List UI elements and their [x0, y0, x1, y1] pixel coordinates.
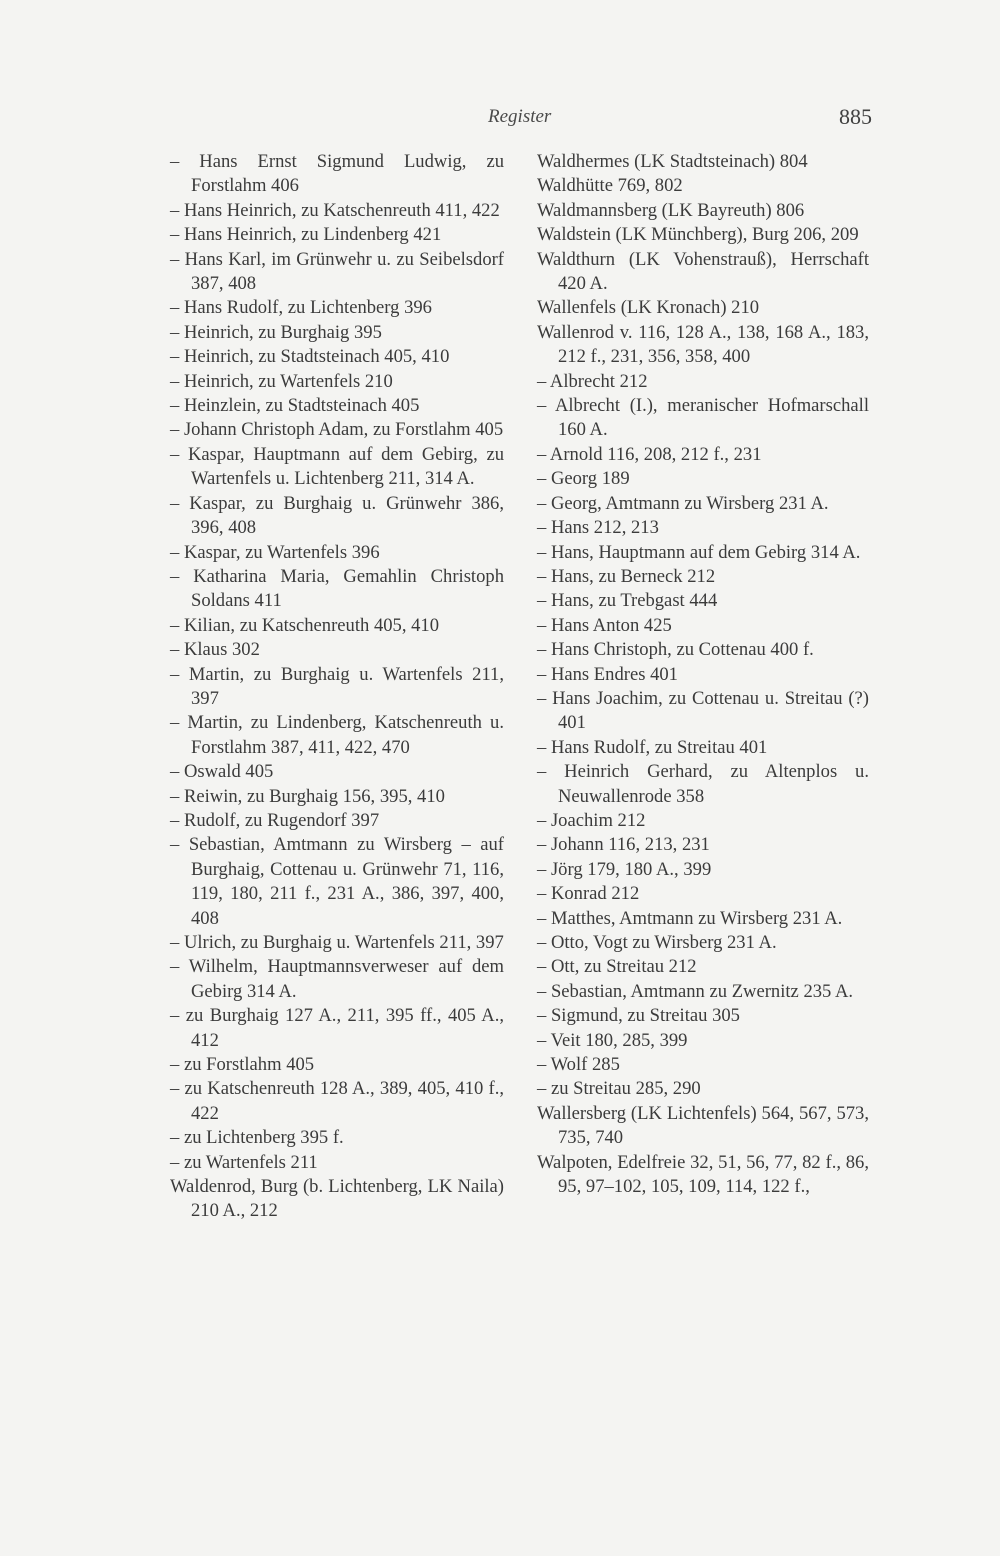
index-subentry: – Veit 180, 285, 399: [537, 1029, 688, 1051]
index-subentry: – Heinrich, zu Wartenfels 210: [170, 370, 393, 392]
index-subentry: – Kaspar, zu Wartenfels 396: [170, 541, 380, 563]
index-subentry: – Martin, zu Lindenberg, Katschenreuth u. Forstlahm 387, 411, 422, 470: [170, 712, 504, 758]
index-subentry: – Konrad 212: [537, 883, 640, 905]
index-subentry: – Matthes, Amtmann zu Wirsberg 231 A.: [537, 907, 843, 929]
index-column-right: [537, 150, 869, 1199]
index-subentry: – Johann 116, 213, 231: [537, 834, 710, 856]
index-subentry: – zu Streitau 285, 290: [537, 1078, 701, 1100]
index-entry: Waldmannsberg (LK Bayreuth) 806: [537, 199, 805, 221]
index-subentry: – zu Wartenfels 211: [170, 1151, 318, 1173]
index-subentry: – Hans, zu Trebgast 444: [537, 590, 718, 612]
running-head: Register: [488, 106, 552, 127]
index-entry: Wallersberg (LK Lichtenfels) 564, 567, 573, 735, 740: [537, 1102, 869, 1149]
index-subentry: – Hans Heinrich, zu Katschenreuth 411, 422: [170, 199, 500, 221]
index-subentry: – zu Forstlahm 405: [170, 1054, 315, 1076]
index-subentry: – Hans Christoph, zu Cottenau 400 f.: [537, 639, 814, 661]
index-subentry: – Hans Rudolf, zu Lichtenberg 396: [170, 297, 432, 319]
index-subentry: – Kaspar, Hauptmann auf dem Gebirg, zu Wartenfels u. Lichtenberg 211, 314 A.: [170, 443, 504, 490]
index-subentry: – Sebastian, Amtmann zu Zwernitz 235 A.: [537, 980, 854, 1002]
index-subentry: – Hans Endres 401: [537, 663, 678, 685]
index-subentry: – Reiwin, zu Burghaig 156, 395, 410: [170, 785, 445, 807]
index-entry: Walpoten, Edelfreie 32, 51, 56, 77, 82 f., 86, 95, 97–102, 105, 109, 114, 122 f.,: [537, 1151, 869, 1198]
index-subentry: – Wolf 285: [537, 1054, 620, 1076]
index-subentry: – Ott, zu Streitau 212: [537, 956, 697, 978]
index-entry: Waldhermes (LK Stadtsteinach) 804: [537, 151, 808, 172]
index-subentry: – Heinrich Gerhard, zu Altenplos u. Neuwallenrode 358: [537, 761, 869, 807]
index-subentry: – Martin, zu Burghaig u. Wartenfels 211, 397: [170, 663, 504, 709]
index-subentry: – zu Katschenreuth 128 A., 389, 405, 410 f., 422: [170, 1078, 504, 1124]
index-subentry: – Hans Karl, im Grünwehr u. zu Seibelsdorf 387, 408: [170, 248, 504, 295]
index-entry: Waldenrod, Burg (b. Lichtenberg, LK Naila) 210 A., 212: [170, 1176, 504, 1222]
index-subentry: – Jörg 179, 180 A., 399: [537, 858, 712, 880]
index-subentry: – Wilhelm, Hauptmannsverweser auf dem Gebirg 314 A.: [170, 956, 504, 1002]
index-subentry: – Hans Anton 425: [537, 614, 672, 636]
index-subentry: – Hans Rudolf, zu Streitau 401: [537, 736, 768, 758]
index-subentry: – Heinrich, zu Stadtsteinach 405, 410: [170, 346, 450, 368]
index-subentry: – Johann Christoph Adam, zu Forstlahm 405: [170, 419, 504, 441]
index-subentry: – Arnold 116, 208, 212 f., 231: [537, 443, 762, 465]
index-subentry: – Heinzlein, zu Stadtsteinach 405: [170, 395, 420, 417]
index-subentry: – Hans 212, 213: [537, 517, 659, 539]
index-entry: Waldstein (LK Münchberg), Burg 206, 209: [537, 224, 859, 246]
index-subentry: – Otto, Vogt zu Wirsberg 231 A.: [537, 932, 777, 953]
index-subentry: – Albrecht (I.), meranischer Hofmarschall 160 A.: [537, 395, 869, 441]
page-number: 885: [839, 104, 872, 129]
index-subentry: – Kaspar, zu Burghaig u. Grünwehr 386, 396, 408: [170, 492, 504, 539]
index-subentry: – Kilian, zu Katschenreuth 405, 410: [170, 614, 440, 636]
index-entry: Waldthurn (LK Vohenstrauß), Herrschaft 420 A.: [537, 248, 869, 295]
index-subentry: – Georg 189: [537, 468, 630, 490]
index-subentry: – Hans Ernst Sigmund Ludwig, zu Forstlahm 406: [170, 151, 504, 197]
index-subentry: – Hans Heinrich, zu Lindenberg 421: [170, 224, 442, 246]
index-entry: Waldhütte 769, 802: [537, 175, 683, 197]
index-entry: Wallenfels (LK Kronach) 210: [537, 297, 760, 319]
index-subentry: – Rudolf, zu Rugendorf 397: [170, 809, 380, 831]
index-subentry: – Heinrich, zu Burghaig 395: [170, 321, 382, 343]
index-subentry: – Hans Joachim, zu Cottenau u. Streitau (?) 401: [537, 687, 869, 734]
index-subentry: – Hans, zu Berneck 212: [537, 565, 716, 587]
index-subentry: – Oswald 405: [170, 761, 274, 783]
index-subentry: – Georg, Amtmann zu Wirsberg 231 A.: [537, 492, 829, 514]
index-subentry: – Sigmund, zu Streitau 305: [537, 1005, 740, 1027]
index-subentry: – Klaus 302: [170, 639, 260, 661]
index-subentry: – Joachim 212: [537, 809, 646, 831]
index-entry: Wallenrod v. 116, 128 A., 138, 168 A., 183, 212 f., 231, 356, 358, 400: [537, 321, 869, 368]
index-subentry: – Albrecht 212: [537, 370, 648, 392]
index-subentry: – zu Burghaig 127 A., 211, 395 ff., 405 A., 412: [170, 1005, 504, 1051]
index-subentry: – Sebastian, Amtmann zu Wirsberg – auf Burghaig, Cottenau u. Grünwehr 71, 116, 119, 180, 211 f., 231 A., 386, 397, 400, 408: [170, 834, 504, 929]
index-subentry: – Katharina Maria, Gemahlin Christoph Soldans 411: [170, 565, 504, 612]
index-subentry: – Ulrich, zu Burghaig u. Wartenfels 211, 397: [170, 932, 504, 953]
index-subentry: – Hans, Hauptmann auf dem Gebirg 314 A.: [537, 541, 861, 563]
index-column-left: [170, 150, 504, 1224]
index-subentry: – zu Lichtenberg 395 f.: [170, 1127, 344, 1149]
